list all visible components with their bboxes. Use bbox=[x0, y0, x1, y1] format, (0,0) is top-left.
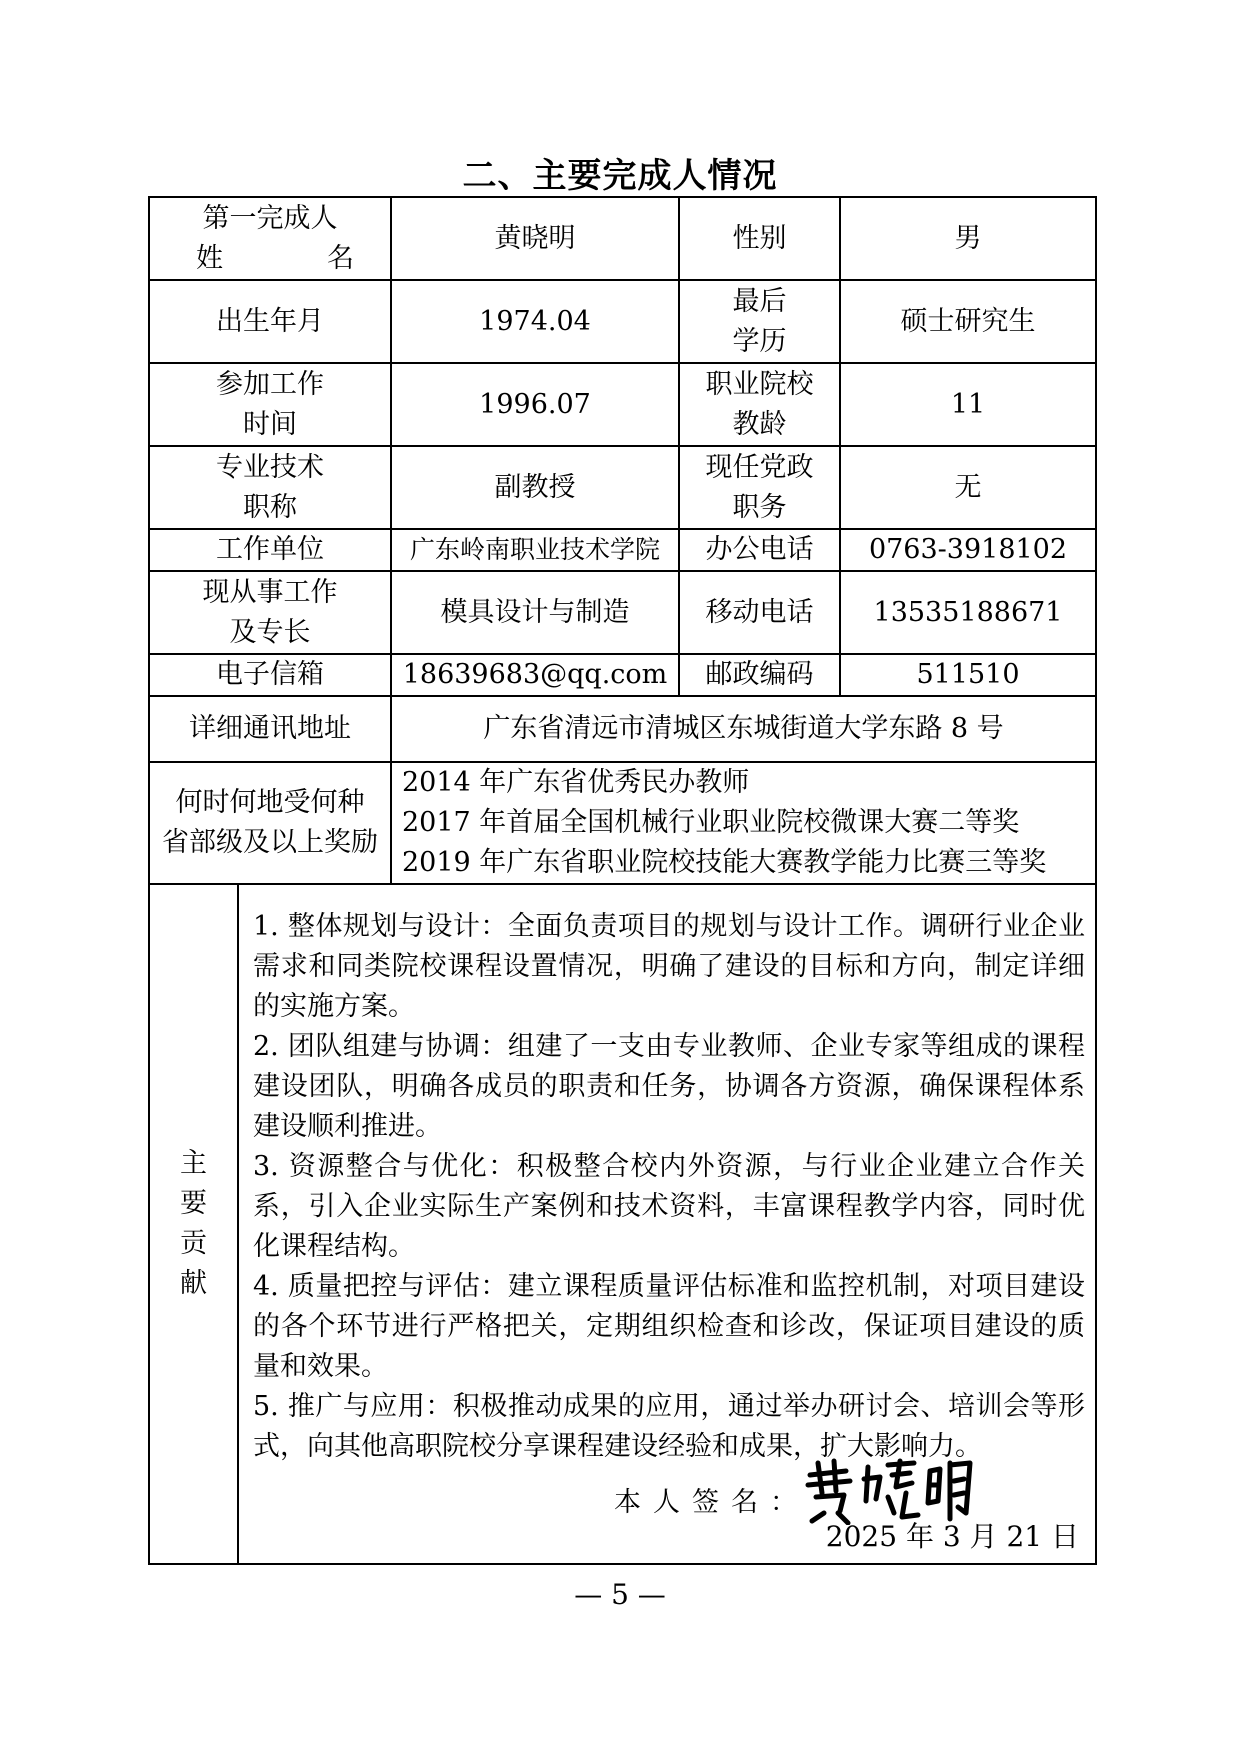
birth-label: 出生年月 bbox=[149, 280, 391, 363]
gender-label: 性别 bbox=[679, 197, 840, 280]
name-value: 黄晓明 bbox=[391, 197, 679, 280]
name-label: 第一完成人 姓 名 bbox=[149, 197, 391, 280]
page-title: 二、主要完成人情况 bbox=[462, 156, 778, 196]
postcode-label: 邮政编码 bbox=[679, 654, 840, 696]
education-label: 最后 学历 bbox=[679, 280, 840, 363]
teaching-years-label: 职业院校 教龄 bbox=[679, 363, 840, 446]
table-row bbox=[149, 654, 1096, 696]
table-row bbox=[149, 571, 1096, 654]
list-item: 2014 年广东省优秀民办教师 bbox=[402, 767, 750, 798]
address-label: 详细通讯地址 bbox=[149, 696, 391, 762]
list-item: 2. 团队组建与协调：组建了一支由专业教师、企业专家等组成的课程建设团队，明确各成员的职责和任务，协调各方资源，确保课程体系建设顺利推进。 bbox=[253, 1031, 1085, 1142]
completer-info-table bbox=[148, 196, 1097, 1565]
list-item: 1. 整体规划与设计：全面负责项目的规划与设计工作。调研行业企业需求和同类院校课程设置情况，明确了建设的目标和方向，制定详细的实施方案。 bbox=[253, 911, 1085, 1022]
specialty-label: 现从事工作 及专长 bbox=[149, 571, 391, 654]
table-row bbox=[149, 197, 1096, 280]
list-item: 2017 年首届全国机械行业职业院校微课大赛二等奖 bbox=[402, 807, 1020, 838]
education-value: 硕士研究生 bbox=[840, 280, 1096, 363]
work-unit-value: 广东岭南职业技术学院 bbox=[391, 529, 679, 571]
awards-label: 何时何地受何种 省部级及以上奖励 bbox=[149, 762, 391, 884]
contribution-label: 主 要 贡 献 bbox=[150, 885, 238, 1563]
postcode-value: 511510 bbox=[840, 654, 1096, 696]
list-item: 3. 资源整合与优化：积极整合校内外资源，与行业企业建立合作关系，引入企业实际生产案例和技术资料，丰富课程教学内容，同时优化课程结构。 bbox=[253, 1151, 1085, 1262]
contribution-section bbox=[149, 884, 1096, 1564]
table-row bbox=[149, 363, 1096, 446]
table-row bbox=[149, 280, 1096, 363]
mobile-label: 移动电话 bbox=[679, 571, 840, 654]
teaching-years-value: 11 bbox=[840, 363, 1096, 446]
list-item: 2019 年广东省职业院校技能大赛教学能力比赛三等奖 bbox=[402, 847, 1047, 878]
work-unit-label: 工作单位 bbox=[149, 529, 391, 571]
contribution-content bbox=[238, 885, 1095, 1563]
awards-list bbox=[391, 762, 1096, 884]
work-start-label: 参加工作 时间 bbox=[149, 363, 391, 446]
work-start-value: 1996.07 bbox=[391, 363, 679, 446]
list-item: 4. 质量把控与评估：建立课程质量评估标准和监控机制，对项目建设的各个环节进行严格把关，定期组织检查和诊改，保证项目建设的质量和效果。 bbox=[253, 1271, 1085, 1382]
address-value: 广东省清远市清城区东城街道大学东路 8 号 bbox=[391, 696, 1096, 762]
table-row bbox=[149, 696, 1096, 762]
party-position-value: 无 bbox=[840, 446, 1096, 529]
signature-label: 本人签名： bbox=[614, 1487, 809, 1518]
specialty-value: 模具设计与制造 bbox=[391, 571, 679, 654]
birth-value: 1974.04 bbox=[391, 280, 679, 363]
signature-date: 2025 年 3 月 21 日 bbox=[825, 1520, 1079, 1553]
office-phone-label: 办公电话 bbox=[679, 529, 840, 571]
table-row bbox=[149, 446, 1096, 529]
professional-title-label: 专业技术 职称 bbox=[149, 446, 391, 529]
table-row bbox=[149, 529, 1096, 571]
table-row bbox=[149, 762, 1096, 884]
professional-title-value: 副教授 bbox=[391, 446, 679, 529]
page-number: — 5 — bbox=[574, 1578, 666, 1611]
list-item: 5. 推广与应用：积极推动成果的应用，通过举办研讨会、培训会等形式，向其他高职院校分享课程建设经验和成果，扩大影响力。 bbox=[253, 1391, 1085, 1462]
mobile-value: 13535188671 bbox=[840, 571, 1096, 654]
handwritten-signature bbox=[804, 1453, 979, 1525]
office-phone-value: 0763-3918102 bbox=[840, 529, 1096, 571]
email-label: 电子信箱 bbox=[149, 654, 391, 696]
email-value: 18639683@qq.com bbox=[391, 654, 679, 696]
party-position-label: 现任党政 职务 bbox=[679, 446, 840, 529]
table-row bbox=[149, 884, 1096, 1564]
gender-value: 男 bbox=[840, 197, 1096, 280]
